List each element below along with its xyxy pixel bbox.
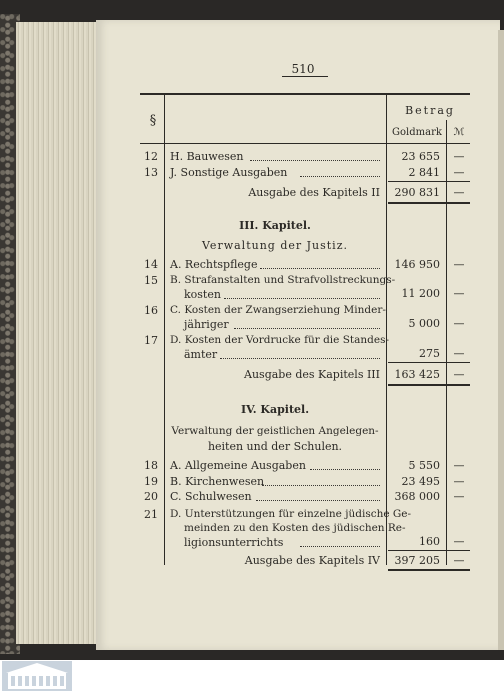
row-number: 20 <box>144 490 158 503</box>
chapter-total-pfennig: — <box>453 186 465 199</box>
chapter-subheading-continued: heiten und der Schulen. <box>207 440 343 453</box>
row-label: B. Kirchenwesen <box>170 475 265 488</box>
row-pfennig: — <box>453 535 465 548</box>
page-stack-edge <box>16 22 100 644</box>
row-amount: 5 000 <box>408 317 440 330</box>
row-pfennig: — <box>453 475 465 488</box>
library-building-icon <box>2 661 72 691</box>
total-rule <box>388 384 470 386</box>
row-label-continued: kosten <box>184 288 221 301</box>
page-number-underline <box>282 76 328 77</box>
row-amount: 2 841 <box>408 166 440 179</box>
row-number: 15 <box>144 274 158 287</box>
total-rule <box>388 569 470 571</box>
chapter-total-amount: 163 425 <box>394 368 440 381</box>
dot-leader <box>234 328 380 329</box>
dot-leader <box>224 298 380 299</box>
row-number: 12 <box>144 150 158 163</box>
row-pfennig: — <box>453 317 465 330</box>
row-pfennig: — <box>453 287 465 300</box>
row-label: A. Allgemeine Ausgaben <box>170 459 306 472</box>
chapter-heading: IV. Kapitel. <box>240 403 310 416</box>
row-pfennig: — <box>453 166 465 179</box>
col-divider-pf <box>446 120 447 565</box>
row-pfennig: — <box>453 150 465 163</box>
row-number: 18 <box>144 459 158 472</box>
col-divider-amount <box>386 95 387 565</box>
row-pfennig: — <box>453 258 465 271</box>
dot-leader <box>220 358 380 359</box>
chapter-total-label: Ausgabe des Kapitels IV <box>244 554 380 567</box>
dot-leader <box>260 268 380 269</box>
dot-leader <box>310 469 380 470</box>
row-number: 19 <box>144 475 158 488</box>
goldmark-header: Goldmark <box>392 127 442 138</box>
row-label: C. Kosten der Zwangserziehung Minder- <box>170 304 386 316</box>
row-number: 13 <box>144 166 158 179</box>
col-divider-num <box>164 95 165 565</box>
chapter-total-label: Ausgabe des Kapitels II <box>248 186 380 199</box>
section-symbol: § <box>149 113 157 128</box>
chapter-total-label: Ausgabe des Kapitels III <box>244 368 380 381</box>
row-label: D. Kosten der Vordrucke für die Standes- <box>170 334 390 346</box>
pfennig-header: ℳ <box>453 127 465 138</box>
row-amount: 275 <box>419 347 440 360</box>
dot-leader <box>262 485 380 486</box>
subtotal-rule <box>388 181 470 182</box>
row-label: J. Sonstige Ausgaben <box>170 166 288 179</box>
subtotal-rule <box>388 550 470 551</box>
row-amount: 23 495 <box>401 475 440 488</box>
row-label-continued: meinden zu den Kosten des jüdischen Re- <box>184 522 406 534</box>
row-amount: 5 550 <box>408 459 440 472</box>
row-label-continued: ämter <box>184 348 218 361</box>
chapter-total-amount: 397 205 <box>394 554 440 567</box>
table-header-rule <box>140 143 470 144</box>
dot-leader <box>256 500 380 501</box>
row-amount: 146 950 <box>394 258 440 271</box>
row-label: D. Unterstützungen für einzelne jüdische Ge- <box>170 508 412 520</box>
chapter-total-amount: 290 831 <box>394 186 440 199</box>
row-amount: 368 000 <box>394 490 440 503</box>
table-top-rule <box>140 93 470 95</box>
chapter-total-pfennig: — <box>453 554 465 567</box>
subtotal-rule <box>388 362 470 363</box>
row-number: 17 <box>144 334 158 347</box>
row-label: B. Strafanstalten und Strafvollstreckungs- <box>170 274 396 286</box>
row-label-continued: ligionsunterrichts <box>184 536 284 549</box>
row-amount: 11 200 <box>401 287 440 300</box>
row-pfennig: — <box>453 490 465 503</box>
row-label: A. Rechtspflege <box>170 258 258 271</box>
row-number: 16 <box>144 304 158 317</box>
row-pfennig: — <box>453 459 465 472</box>
row-amount: 23 655 <box>401 150 440 163</box>
chapter-subheading: Verwaltung der geistlichen Angelegen- <box>171 425 379 437</box>
total-rule <box>388 202 470 204</box>
page-number: 510 <box>291 62 315 76</box>
row-label: C. Schulwesen <box>170 490 252 503</box>
row-label-continued: jähriger <box>184 318 229 331</box>
viewer-footer <box>0 660 504 692</box>
chapter-subheading: Verwaltung der Justiz. <box>202 239 348 252</box>
row-number: 14 <box>144 258 158 271</box>
page-right-edge <box>498 30 504 650</box>
dot-leader <box>250 160 380 161</box>
row-number: 21 <box>144 508 158 521</box>
row-amount: 160 <box>419 535 440 548</box>
chapter-heading: III. Kapitel. <box>239 219 311 232</box>
row-pfennig: — <box>453 347 465 360</box>
chapter-total-pfennig: — <box>453 368 465 381</box>
amount-header: Betrag <box>405 104 455 117</box>
dot-leader <box>300 546 380 547</box>
dot-leader <box>300 176 380 177</box>
row-label: H. Bauwesen <box>170 150 244 163</box>
